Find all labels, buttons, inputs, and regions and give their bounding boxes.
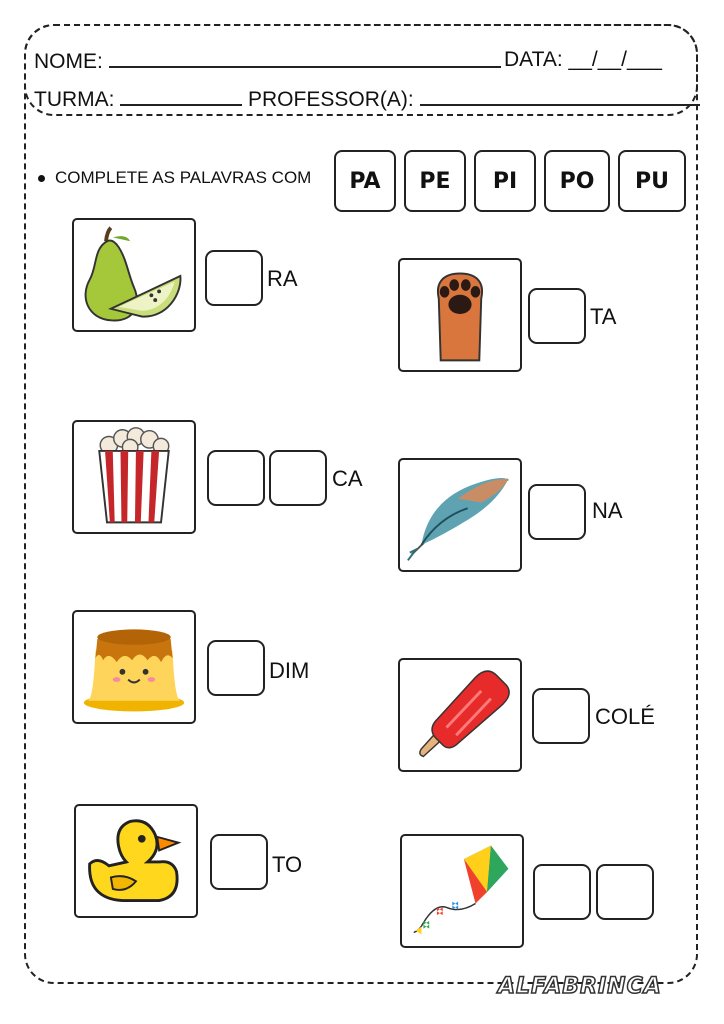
pear-icon [74, 220, 194, 330]
name-line [34, 48, 501, 74]
popcorn-picture [72, 420, 196, 534]
pear-picture [72, 218, 196, 332]
answer-blank-4[interactable] [528, 484, 586, 540]
answer-blank-8b[interactable] [596, 864, 654, 920]
answer-blank-5[interactable] [207, 640, 265, 696]
instruction [38, 168, 311, 188]
teacher-label: PROFESSOR(A): [248, 88, 414, 111]
popcorn-icon [74, 422, 194, 532]
name-field[interactable] [109, 48, 501, 68]
answer-blank-3b[interactable] [269, 450, 327, 506]
paw-picture [398, 258, 522, 372]
teacher-line [248, 86, 700, 112]
class-label: TURMA: [34, 88, 115, 111]
bullet-icon [38, 175, 45, 182]
syllable-pa: PA [334, 150, 396, 212]
name-label: NOME: [34, 50, 103, 73]
syllable-pi: PI [474, 150, 536, 212]
syllable-po: PO [544, 150, 610, 212]
word-suffix-7: TO [272, 852, 303, 877]
paw-icon [400, 260, 520, 370]
answer-blank-3a[interactable] [207, 450, 265, 506]
word-suffix-1: RA [267, 266, 298, 291]
answer-blank-2[interactable] [528, 288, 586, 344]
answer-blank-7[interactable] [210, 834, 268, 890]
kite-icon [402, 836, 522, 946]
answer-blank-1[interactable] [205, 250, 263, 306]
class-field[interactable] [120, 86, 242, 106]
kite-picture [400, 834, 524, 948]
popsicle-icon [400, 660, 520, 770]
feather-icon [400, 460, 520, 570]
pudding-icon [74, 612, 194, 722]
pudding-picture [72, 610, 196, 724]
answer-blank-6[interactable] [532, 688, 590, 744]
word-suffix-3: CA [332, 466, 363, 491]
word-suffix-5: DIM [269, 658, 310, 683]
popsicle-picture [398, 658, 522, 772]
teacher-field[interactable] [420, 86, 700, 106]
duck-picture [74, 804, 198, 918]
word-suffix-4: NA [592, 498, 623, 523]
syllable-pe: PE [404, 150, 466, 212]
syllable-pu: PU [618, 150, 686, 212]
answer-blank-8a[interactable] [533, 864, 591, 920]
brand-logo: ALFABRINCA [498, 974, 662, 999]
class-line [34, 86, 242, 112]
duck-icon [76, 806, 196, 916]
word-suffix-2: TA [590, 304, 617, 329]
date-label: DATA: __/__/___ [504, 48, 662, 71]
feather-picture [398, 458, 522, 572]
instruction-text: COMPLETE AS PALAVRAS COM [55, 168, 312, 187]
word-suffix-6: COLÉ [595, 704, 655, 729]
